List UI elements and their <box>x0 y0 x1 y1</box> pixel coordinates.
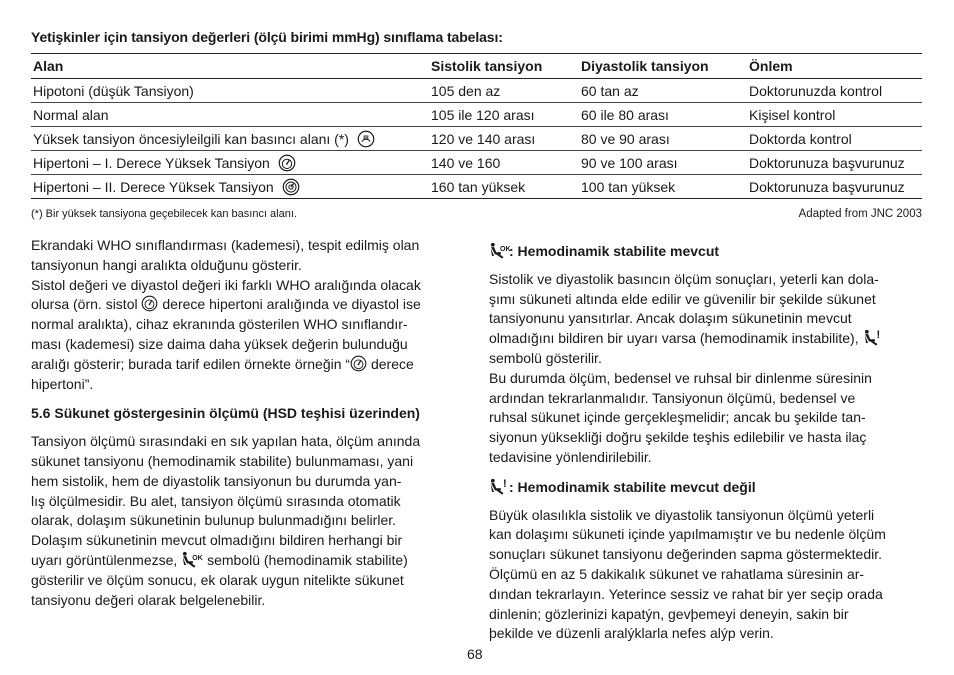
text-line: Ekrandaki WHO sınıflandırması (kademesi), tespit edilmiş olan <box>31 237 420 253</box>
text-line: þekilde ve düzenli aralýklarla nefes alýp verin. <box>489 625 774 642</box>
text-line: kan dolaşımı sükuneti içinde yapılmamıştır ve bu nedenle ölçüm <box>489 526 886 543</box>
right-column <box>489 242 929 644</box>
text-line: normal aralıkta), cihaz ekranında gösterilen WHO sınıflandır- <box>31 316 408 333</box>
cell-alan: Yüksek tansiyon öncesiyleilgili kan basıncı alanı (*) <box>33 130 349 147</box>
text-line: dından tekrarlayın. Yeterince sessiz ve rahat bir yer seçip orada <box>489 585 883 602</box>
cell-diyastolik: 60 ile 80 arası <box>579 103 747 127</box>
cell-onlem: Doktorda kontrol <box>747 127 922 151</box>
text-line: lış ölçülmesidir. Bu alet, tansiyon ölçümü sırasında otomatik <box>31 492 401 509</box>
bp-classification-table <box>31 53 922 199</box>
cell-alan: Hipotoni (düşük Tansiyon) <box>31 79 429 103</box>
text-line: dinlenin; gözlerinizi kapatýn, gevþemeyi deneyin, sakin bir <box>489 605 849 622</box>
paragraph-stable <box>489 270 929 468</box>
text-line: ması (kademesi) size daima daha yüksek değerin bulunduğu <box>31 335 408 352</box>
hsd-ok-icon <box>489 242 509 259</box>
text-line: sembolü (hemodinamik stabilite) <box>203 551 408 568</box>
cell-sistolik: 120 ve 140 arası <box>429 127 579 151</box>
header-sistolik: Sistolik tansiyon <box>429 54 579 79</box>
cell-onlem: Doktorunuza başvurunuz <box>747 175 922 199</box>
prehypertension-gauge-icon <box>357 130 375 148</box>
text-line: tansiyonu değeri olarak belgelenebilir. <box>31 591 266 608</box>
cell-diyastolik: 60 tan az <box>579 79 747 103</box>
table-row <box>31 151 922 175</box>
paragraph-hsd-explanation <box>31 432 463 610</box>
table-row <box>31 175 922 199</box>
cell-alan: Hipertoni – II. Derece Yüksek Tansiyon <box>33 178 274 195</box>
heading-text: : Hemodinamik stabilite mevcut <box>509 243 720 259</box>
text-line: hem sistolik, hem de diyastolik tansiyonun bu durumda yan- <box>31 472 402 489</box>
text-line: Tansiyon ölçümü sırasındaki en sık yapılan hata, ölçüm anında <box>31 433 421 450</box>
section-heading-5-6: 5.6 Sükunet göstergesinin ölçümü (HSD teşhisi üzerinden) <box>31 405 420 422</box>
cell-alan-with-icon <box>31 151 429 175</box>
cell-alan-with-icon <box>31 127 429 151</box>
text-line: tansiyonunu yansıtırlar. Ancak dolaşım sükunetinin mevcut <box>489 310 852 327</box>
text-line: tedavisine yönlendirilebilir. <box>489 448 652 465</box>
header-alan: Alan <box>31 54 429 79</box>
text-line: Büyük olasılıkla sistolik ve diyastolik tansiyonun ölçümü yeterli <box>489 506 875 523</box>
paragraph-who-classification <box>31 236 463 394</box>
ok-badge-text: OK <box>192 554 203 562</box>
table-footnote: (*) Bir yüksek tansiyona geçebilecek kan basıncı alanı. <box>31 208 297 220</box>
heading-hemodynamic-stable <box>489 242 929 262</box>
text-line: ruhsal sükunet içinde gerçekleşmelidir; ancak bu şekilde tan- <box>489 409 866 426</box>
text-line: sonuçları sükunet tansiyonu değerinden sapma göstermektedir. <box>489 546 883 563</box>
cell-onlem: Doktorunuzda kontrol <box>747 79 922 103</box>
page-number: 68 <box>467 646 483 662</box>
text-line: ardından tekrarlanmalıdır. Tansiyonun ölçümü, bedensel ve <box>489 389 856 406</box>
text-line: Dolaşım sükunetinin mevcut olmadığını bildiren herhangi bir <box>31 532 403 549</box>
text-line: şımı sükuneti altında elde edilir ve güvenilir bir şekilde sükunet <box>489 290 876 307</box>
hsd-ok-icon <box>181 551 203 568</box>
cell-alan-with-icon <box>31 175 429 199</box>
text-line: gösterilir ve ölçüm sonucu, ek olarak uygun nitelikte sükunet <box>31 571 404 588</box>
hsd-warning-icon: ! <box>863 329 883 346</box>
grade1-gauge-icon <box>141 295 158 312</box>
cell-sistolik: 140 ve 160 <box>429 151 579 175</box>
text-line: sembolü gösterilir. <box>489 349 602 366</box>
cell-sistolik: 105 den az <box>429 79 579 103</box>
text-line: Sistol değeri ve diyastol değeri iki farklı WHO aralığında olacak <box>31 276 421 293</box>
text-line: hipertoni”. <box>31 375 94 392</box>
cell-sistolik: 105 ile 120 arası <box>429 103 579 127</box>
cell-onlem: Kişisel kontrol <box>747 103 922 127</box>
table-header-row <box>31 54 922 79</box>
cell-sistolik: 160 tan yüksek <box>429 175 579 199</box>
heading-text: : Hemodinamik stabilite mevcut değil <box>509 478 756 495</box>
header-onlem: Önlem <box>747 54 922 79</box>
cell-alan: Hipertoni – I. Derece Yüksek Tansiyon <box>33 154 270 171</box>
text-line: aralığı gösterir; burada tarif edilen örnekte örneğin “ <box>31 355 351 372</box>
hsd-warning-icon: ! <box>489 478 509 495</box>
cell-diyastolik: 100 tan yüksek <box>579 175 747 199</box>
table-row <box>31 127 922 151</box>
text-line: tansiyonun hangi aralıkta olduğunu gösterir. <box>31 256 302 273</box>
ok-badge-text: OK <box>500 246 511 253</box>
text-line: Bu durumda ölçüm, bedensel ve ruhsal bir dinlenme süresinin <box>489 369 872 386</box>
cell-diyastolik: 90 ve 100 arası <box>579 151 747 175</box>
grade1-gauge-icon <box>350 355 367 372</box>
header-diyastolik: Diyastolik tansiyon <box>579 54 747 79</box>
text-line: derece <box>367 355 414 372</box>
text-line: olursa (örn. sistol <box>31 296 142 313</box>
left-column <box>31 236 463 610</box>
text-line: uyarı görüntülenmezse, <box>31 551 182 568</box>
grade1-gauge-icon <box>278 154 296 172</box>
table-row <box>31 103 922 127</box>
text-line: sükunet tansiyonu (hemodinamik stabilite) bulunmaması, yani <box>31 452 414 469</box>
cell-onlem: Doktorunuza başvurunuz <box>747 151 922 175</box>
text-line: olarak, dolaşım sükunetinin bulunup bulunmadığını belirler. <box>31 512 397 529</box>
text-line: Ölçümü en az 5 dakikalık sükunet ve rahatlama süresinin ar- <box>489 565 865 582</box>
heading-hemodynamic-unstable <box>489 478 929 498</box>
text-line: derece hipertoni aralığında ve diyastol ise <box>158 296 421 313</box>
table-row <box>31 79 922 103</box>
source-note: Adapted from JNC 2003 <box>798 208 922 220</box>
text-line: olmadığını bildiren bir uyarı varsa (hemodinamik instabilite), <box>489 330 863 347</box>
paragraph-unstable <box>489 506 929 645</box>
grade2-gauge-icon <box>282 178 300 196</box>
text-line: Sistolik ve diyastolik basıncın ölçüm sonuçları, yeterli kan dola- <box>489 270 879 287</box>
page-title: Yetişkinler için tansiyon değerleri (ölçü birimi mmHg) sınıflama tabelası: <box>31 29 503 45</box>
cell-alan: Normal alan <box>31 103 429 127</box>
text-line: siyonun yüksekliği doğru şekilde teşhis edilebilir ve hasta ilaç <box>489 429 867 446</box>
cell-diyastolik: 80 ve 90 arası <box>579 127 747 151</box>
